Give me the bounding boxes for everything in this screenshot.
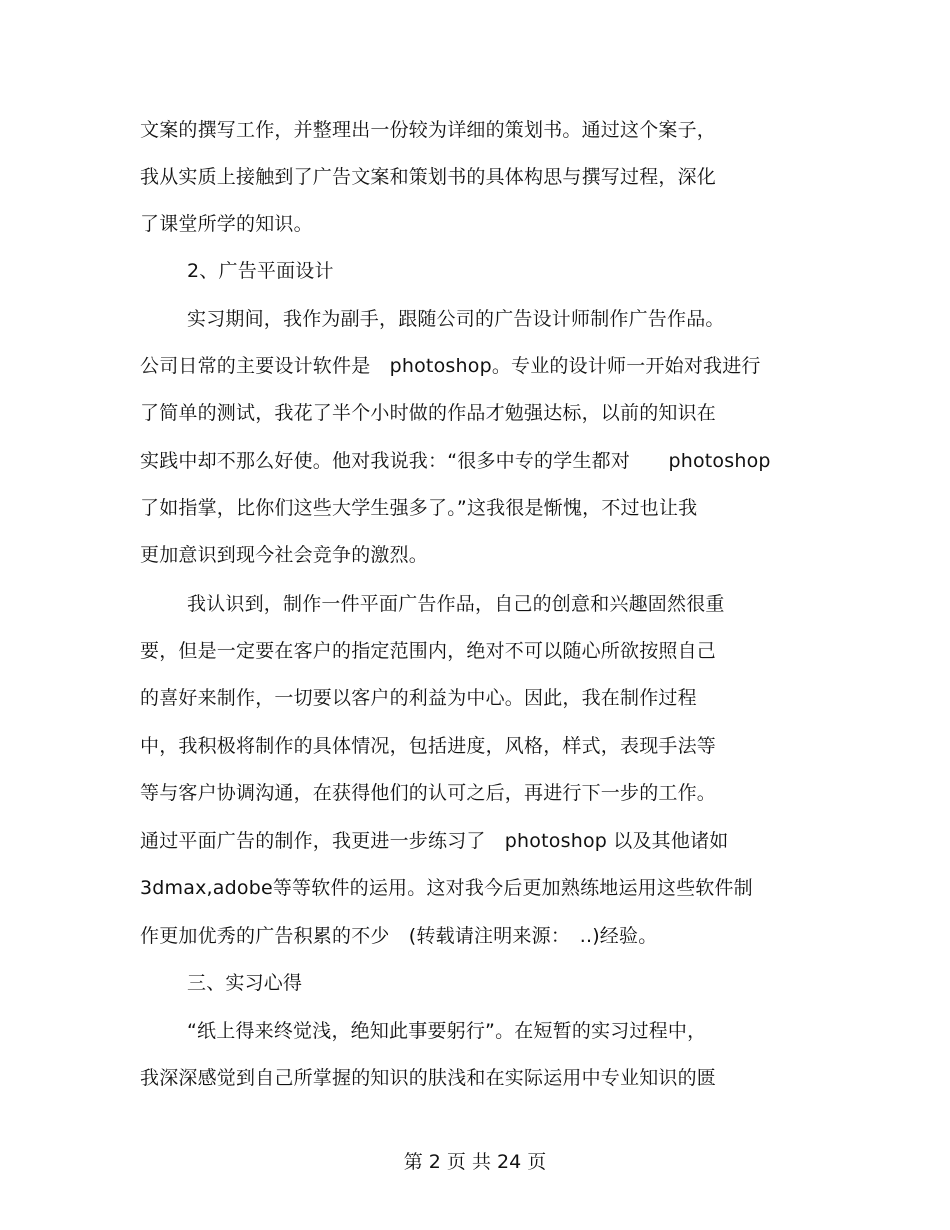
paragraph-line: 实践中却不那么好使。他对我说我：“很多中专的学生都对 photoshop (140, 450, 771, 472)
paragraph-line: 通过平面广告的制作，我更进一步练习了 photoshop 以及其他诸如 (140, 830, 729, 852)
paragraph-line: 实习期间，我作为副手，跟随公司的广告设计师制作广告作品。 (187, 308, 725, 330)
paragraph-line: 文案的撰写工作，并整理出一份较为详细的策划书。通过这个案子， (140, 119, 717, 141)
section-heading: 三、实习心得 (187, 972, 303, 994)
paragraph-line: 3dmax,adobe等等软件的运用。这对我今后更加熟练地运用这些软件制 (140, 877, 753, 899)
paragraph-line: 等与客户协调沟通，在获得他们的认可之后，再进行下一步的工作。 (140, 782, 717, 804)
paragraph-line: 了简单的测试，我花了半个小时做的作品才勉强达标，以前的知识在 (140, 402, 717, 424)
paragraph-line: 作更加优秀的广告积累的不少 (转载请注明来源： ..)经验。 (140, 925, 658, 947)
paragraph-line: 我从实质上接触到了广告文案和策划书的具体构思与撰写过程，深化 (140, 166, 717, 188)
paragraph-line: 更加意识到现今社会竞争的激烈。 (140, 544, 429, 566)
paragraph-line: 了如指掌，比你们这些大学生强多了。”这我很是惭愧，不过也让我 (140, 497, 698, 519)
paragraph-line: 了课堂所学的知识。 (140, 213, 313, 235)
paragraph-line: “纸上得来终觉浅，绝知此事要躬行”。在短暂的实习过程中， (187, 1020, 707, 1042)
paragraph-line: 我认识到，制作一件平面广告作品，自己的创意和兴趣固然很重 (187, 593, 725, 615)
paragraph-line: 公司日常的主要设计软件是 photoshop。专业的设计师一开始对我进行 (140, 355, 761, 377)
paragraph-line: 中，我积极将制作的具体情况，包括进度，风格，样式，表现手法等 (140, 735, 717, 757)
paragraph-line: 要，但是一定要在客户的指定范围内，绝对不可以随心所欲按照自己 (140, 640, 717, 662)
paragraph-line: 的喜好来制作，一切要以客户的利益为中心。因此，我在制作过程 (140, 687, 697, 709)
paragraph-line: 我深深感觉到自己所掌握的知识的肤浅和在实际运用中专业知识的匮 (140, 1067, 717, 1089)
page-number: 第 2 页 共 24 页 (403, 1151, 547, 1173)
section-heading: 2、广告平面设计 (187, 260, 334, 282)
